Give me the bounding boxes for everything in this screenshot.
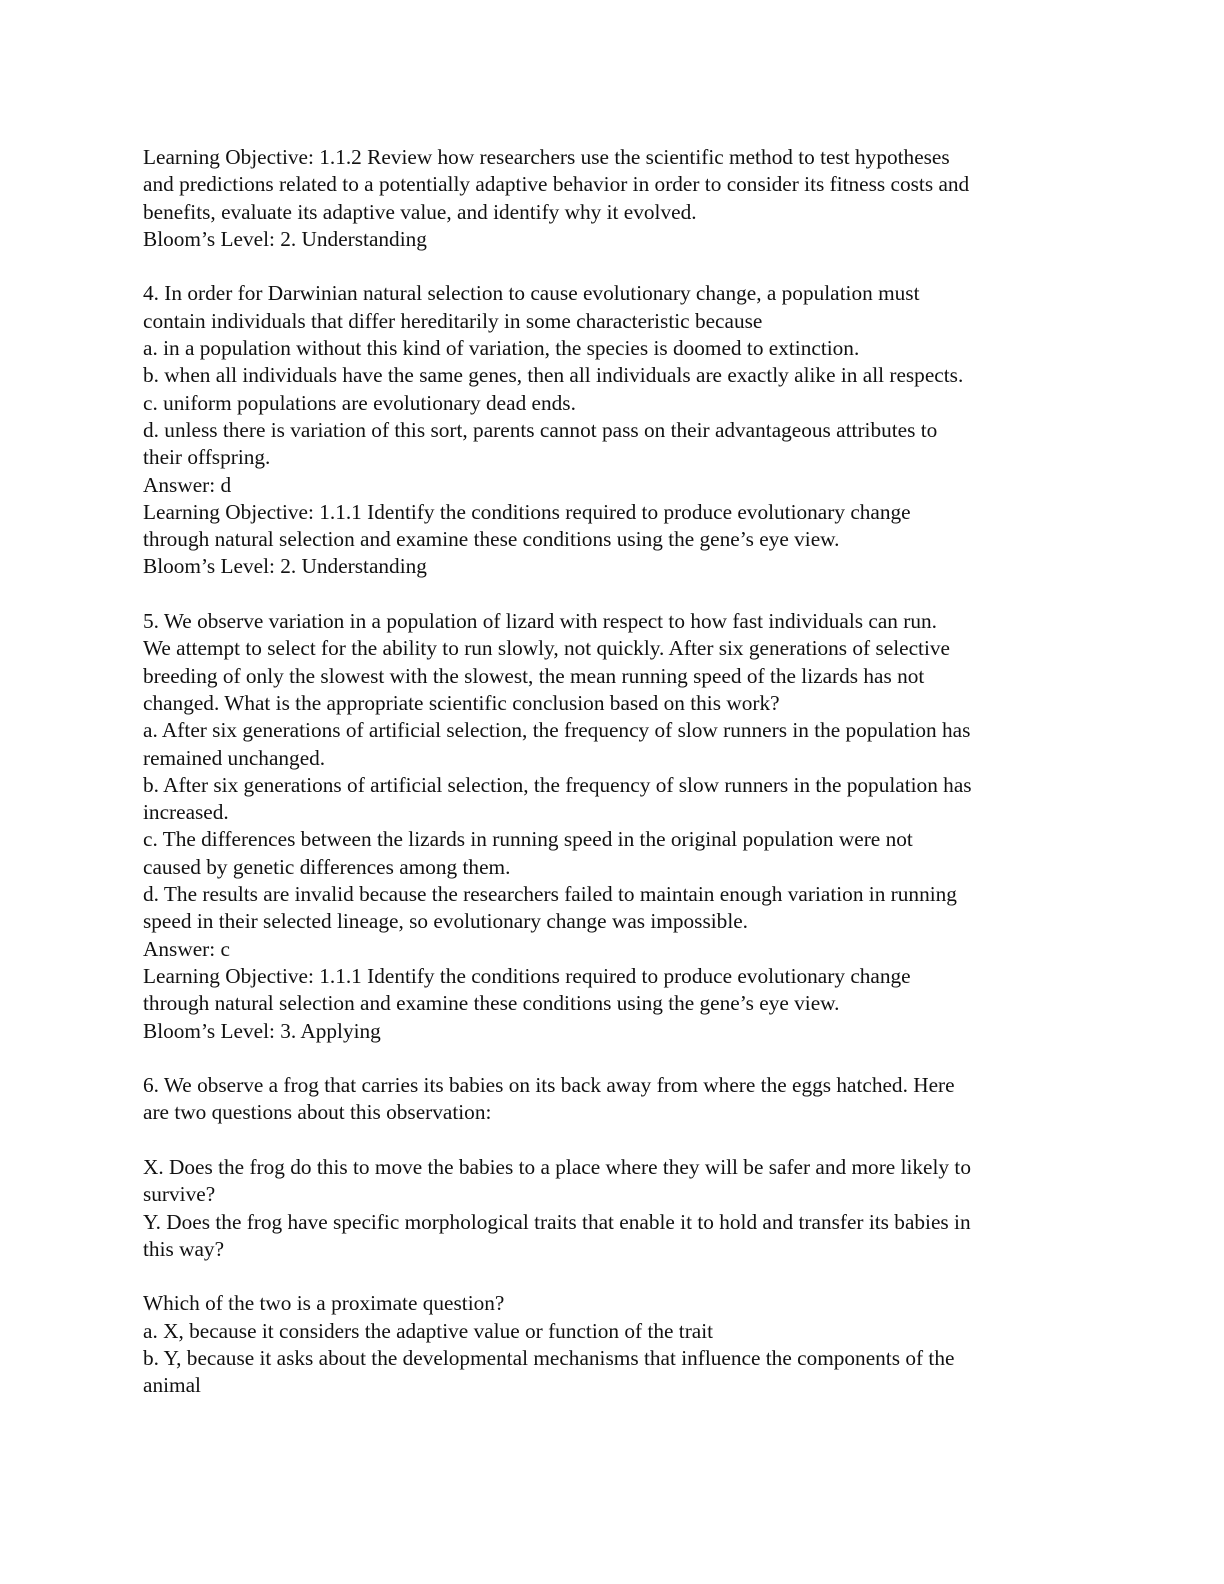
text-line: through natural selection and examine these conditions using the gene’s eye view. (143, 527, 840, 552)
question-4 (143, 280, 1083, 580)
option-c (143, 826, 1083, 881)
text-line: increased. (143, 800, 229, 825)
text-line: remained unchanged. (143, 745, 326, 770)
text-line: survive? (143, 1182, 216, 1207)
spacer (143, 1127, 1083, 1154)
spacer (143, 1263, 1083, 1290)
question-5 (143, 608, 1083, 1045)
blooms-level: Bloom’s Level: 3. Applying (143, 1018, 381, 1043)
text-line: through natural selection and examine these conditions using the gene’s eye view. (143, 991, 840, 1016)
text-line: Learning Objective: 1.1.1 Identify the conditions required to produce evolutionary change (143, 963, 911, 988)
option-d (143, 417, 1083, 472)
option-a: a. in a population without this kind of variation, the species is doomed to extinction. (143, 336, 860, 361)
spacer (143, 253, 1083, 280)
text-line: 4. In order for Darwinian natural selection to cause evolutionary change, a population must (143, 281, 920, 306)
text-line: d. unless there is variation of this sort, parents cannot pass on their advantageous attributes to (143, 417, 938, 442)
learning-objective (143, 499, 1083, 554)
text-line: benefits, evaluate its adaptive value, and identify why it evolved. (143, 199, 697, 224)
document-page (143, 144, 1083, 1400)
text-line: breeding of only the slowest with the slowest, the mean running speed of the lizards has not (143, 663, 925, 688)
spacer (143, 581, 1083, 608)
option-a (143, 717, 1083, 772)
blooms-level: Bloom’s Level: 2. Understanding (143, 554, 427, 579)
text-line: Learning Objective: 1.1.2 Review how researchers use the scientific method to test hypotheses (143, 145, 950, 169)
answer: Answer: d (143, 472, 232, 497)
sub-question-y (143, 1209, 1083, 1264)
text-line: c. The differences between the lizards in running speed in the original population were not (143, 827, 913, 852)
text-line: Learning Objective: 1.1.1 Identify the conditions required to produce evolutionary change (143, 499, 911, 524)
learning-objective (143, 144, 1083, 226)
answer: Answer: c (143, 936, 230, 961)
sub-question-x (143, 1154, 1083, 1209)
text-line: b. After six generations of artificial selection, the frequency of slow runners in the population has (143, 772, 972, 797)
option-a: a. X, because it considers the adaptive value or function of the trait (143, 1318, 714, 1343)
option-b: b. when all individuals have the same genes, then all individuals are exactly alike in all respects. (143, 363, 964, 388)
text-line: X. Does the frog do this to move the babies to a place where they will be safer and more likely to (143, 1154, 971, 1179)
text-line: 6. We observe a frog that carries its babies on its back away from where the eggs hatched. Here (143, 1073, 955, 1098)
option-b (143, 1345, 1083, 1400)
learning-objective (143, 963, 1083, 1018)
option-d (143, 881, 1083, 936)
text-line: a. After six generations of artificial selection, the frequency of slow runners in the population has (143, 718, 971, 743)
text-line: Y. Does the frog have specific morphological traits that enable it to hold and transfer its babies in (143, 1209, 971, 1234)
text-line: speed in their selected lineage, so evolutionary change was impossible. (143, 909, 749, 934)
text-line: d. The results are invalid because the researchers failed to maintain enough variation in running (143, 882, 957, 907)
question-6 (143, 1072, 1083, 1400)
text-line: caused by genetic differences among them. (143, 854, 511, 879)
blooms-level: Bloom’s Level: 2. Understanding (143, 226, 427, 251)
question-3-tail (143, 144, 1083, 253)
text-line: animal (143, 1373, 201, 1398)
question-prompt: Which of the two is a proximate question? (143, 1291, 505, 1316)
text-line: their offspring. (143, 445, 271, 470)
text-line: 5. We observe variation in a population of lizard with respect to how fast individuals can run. (143, 609, 937, 634)
text-line: are two questions about this observation: (143, 1100, 492, 1125)
question-stem (143, 280, 1083, 335)
option-c: c. uniform populations are evolutionary dead ends. (143, 390, 576, 415)
question-stem (143, 1072, 1083, 1127)
question-stem (143, 608, 1083, 717)
text-line: this way? (143, 1236, 225, 1261)
text-line: changed. What is the appropriate scientific conclusion based on this work? (143, 690, 780, 715)
text-line: and predictions related to a potentially adaptive behavior in order to consider its fitness costs and (143, 172, 970, 197)
text-line: We attempt to select for the ability to run slowly, not quickly. After six generations of selective (143, 636, 950, 661)
option-b (143, 772, 1083, 827)
text-line: b. Y, because it asks about the developmental mechanisms that influence the components of the (143, 1346, 955, 1371)
spacer (143, 1045, 1083, 1072)
text-line: contain individuals that differ hereditarily in some characteristic because (143, 308, 763, 333)
